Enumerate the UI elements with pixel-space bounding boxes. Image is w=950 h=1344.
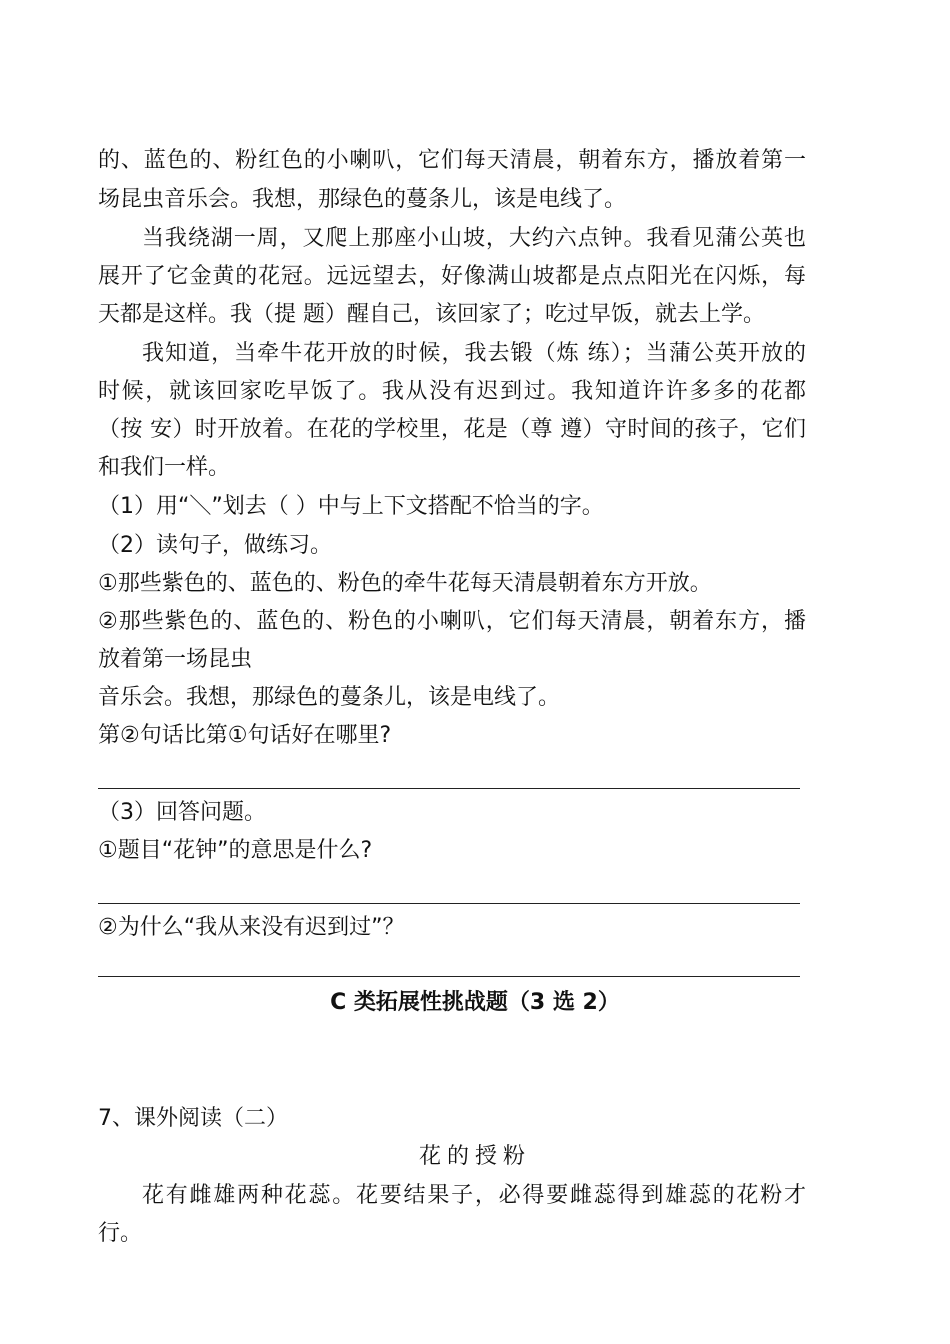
- answer-line[interactable]: [98, 788, 800, 789]
- passage-line: （按 安）时开放着。在花的学校里，花是（尊 遵）守时间的孩子，它们: [98, 417, 806, 442]
- passage-line: 我知道，当牵牛花开放的时候，我去锻（炼 练）；当蒲公英开放的: [142, 341, 806, 366]
- passage-line: 天都是这样。我（提 题）醒自己，该回家了；吃过早饭，就去上学。: [98, 302, 765, 327]
- sentence-2-cont: 放着第一场昆虫: [98, 647, 253, 672]
- question-2-ask: 第②句话比第①句话好在哪里?: [98, 723, 392, 748]
- passage-line: 场昆虫音乐会。我想，那绿色的蔓条儿，该是电线了。: [98, 187, 627, 212]
- passage-line: 当我绕湖一周，又爬上那座小山坡，大约六点钟。我看见蒲公英也: [142, 226, 806, 251]
- passage-line: 和我们一样。: [98, 455, 231, 480]
- passage-line: 行。: [98, 1221, 143, 1246]
- answer-line[interactable]: [98, 903, 800, 904]
- passage-line: 花有雌雄两种花蕊。花要结果子，必得要雌蕊得到雄蕊的花粉才: [142, 1183, 806, 1208]
- passage-line: 展开了它金黄的花冠。远远望去，好像满山坡都是点点阳光在闪烁，每: [98, 264, 806, 289]
- passage-line: 的、蓝色的、粉红色的小喇叭，它们每天清晨，朝着东方，播放着第一: [98, 148, 806, 173]
- question-1: （1）用“＼”划去（ ）中与上下文搭配不恰当的字。: [98, 494, 604, 519]
- sentence-1: ①那些紫色的、蓝色的、粉色的牵牛花每天清晨朝着东方开放。: [98, 571, 712, 596]
- sentence-2: ②那些紫色的、蓝色的、粉色的小喇叭，它们每天清晨，朝着东方，播: [98, 609, 806, 634]
- section-title: C 类拓展性挑战题（3 选 2）: [330, 990, 620, 1015]
- passage-line: 时候，就该回家吃早饭了。我从没有迟到过。我知道许许多多的花都: [98, 379, 806, 404]
- reading-label: 7、课外阅读（二）: [98, 1106, 288, 1131]
- passage-title: 花的授粉: [418, 1144, 531, 1169]
- question-3b: ②为什么“我从来没有迟到过”？: [98, 915, 405, 940]
- question-2: （2）读句子，做练习。: [98, 533, 332, 558]
- question-3a: ①题目“花钟”的意思是什么?: [98, 838, 373, 863]
- sentence-2-cont: 音乐会。我想，那绿色的蔓条儿，该是电线了。: [98, 685, 561, 710]
- question-3: （3）回答问题。: [98, 800, 266, 825]
- answer-line[interactable]: [98, 976, 800, 977]
